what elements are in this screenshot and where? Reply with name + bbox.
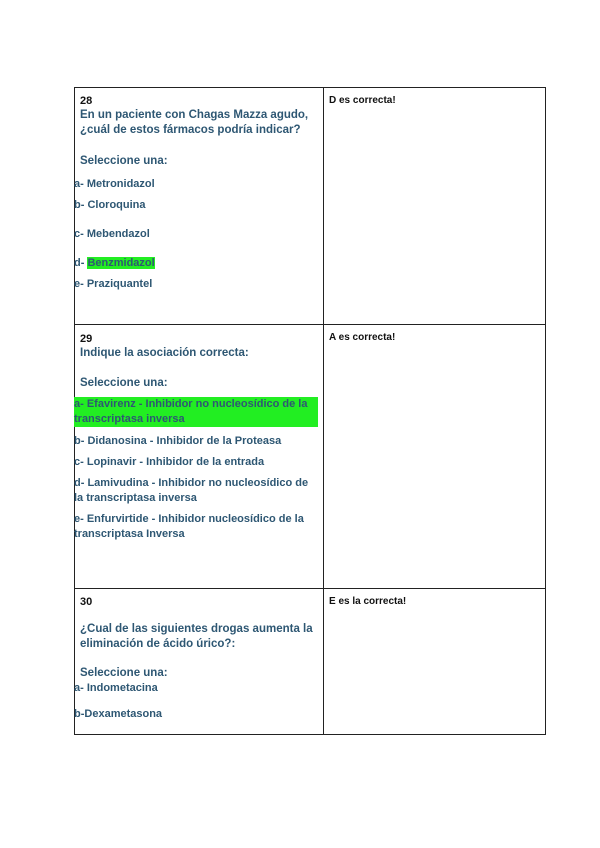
option-text: Lamivudina - Inhibidor no nucleosídico de la transcriptasa inversa — [74, 477, 309, 504]
question-number: 29 — [80, 333, 93, 345]
option-letter: d- — [74, 477, 85, 489]
answer-cell — [324, 325, 546, 589]
answer-cell — [324, 589, 546, 735]
option-text: Metronidazol — [86, 178, 155, 190]
select-label: Seleccione una: — [80, 667, 168, 679]
option-letter: a- — [74, 398, 84, 410]
option-b — [74, 434, 323, 449]
option-letter: d- — [74, 257, 85, 269]
question-stem: En un paciente con Chagas Mazza agudo, ¿cuál de estos fármacos podría indicar? — [80, 109, 309, 136]
answer-text: A es correcta! — [329, 332, 396, 343]
select-label: Seleccione una: — [80, 377, 168, 389]
question-row-30 — [75, 589, 546, 735]
option-letter: c- — [74, 456, 84, 468]
option-a — [74, 681, 323, 696]
option-b — [74, 707, 323, 722]
option-letter: b- — [74, 435, 85, 447]
option-text: Praziquantel — [86, 278, 153, 290]
option-e — [74, 512, 309, 542]
option-letter: e- — [74, 513, 84, 525]
option-text: Dexametasona — [84, 708, 163, 720]
option-text-highlighted: Benzmidazol — [87, 257, 155, 269]
question-number: 28 — [80, 95, 93, 107]
option-letter: b- — [74, 199, 85, 211]
option-e — [74, 277, 323, 292]
option-letter: b- — [74, 708, 85, 720]
answer-text: D es correcta! — [329, 95, 396, 106]
answer-cell — [324, 88, 546, 325]
question-number: 30 — [80, 596, 93, 608]
option-text: Mebendazol — [86, 228, 150, 240]
question-cell — [75, 589, 324, 735]
question-cell — [75, 88, 324, 325]
question-row-29 — [75, 325, 546, 589]
option-a — [74, 177, 323, 192]
option-letter: a- — [74, 178, 84, 190]
questions-table — [74, 87, 546, 735]
option-a-correct — [74, 397, 318, 427]
question-cell — [75, 325, 324, 589]
option-text: Didanosina - Inhibidor de la Proteasa — [87, 435, 282, 447]
option-b — [74, 198, 323, 213]
option-text: Enfurvirtide - Inhibidor nucleosídico de la transcriptasa Inversa — [74, 513, 304, 540]
option-text-highlighted: Efavirenz - Inhibidor no nucleosídico de la transcriptasa inversa — [74, 398, 308, 425]
question-stem: ¿Cual de las siguientes drogas aumenta la eliminación de ácido úrico?: — [80, 623, 313, 650]
option-letter: c- — [74, 228, 84, 240]
question-stem: Indique la asociación correcta: — [80, 347, 249, 359]
option-text: Cloroquina — [87, 199, 146, 211]
option-text: Indometacina — [86, 682, 158, 694]
question-row-28 — [75, 88, 546, 325]
select-label: Seleccione una: — [80, 155, 168, 167]
option-d — [74, 476, 309, 506]
option-d-correct — [74, 256, 323, 271]
option-letter: e- — [74, 278, 84, 290]
option-letter: a- — [74, 682, 84, 694]
option-c — [74, 455, 323, 470]
answer-text: E es la correcta! — [329, 596, 407, 607]
option-text: Lopinavir - Inhibidor de la entrada — [86, 456, 265, 468]
option-c — [74, 227, 323, 242]
